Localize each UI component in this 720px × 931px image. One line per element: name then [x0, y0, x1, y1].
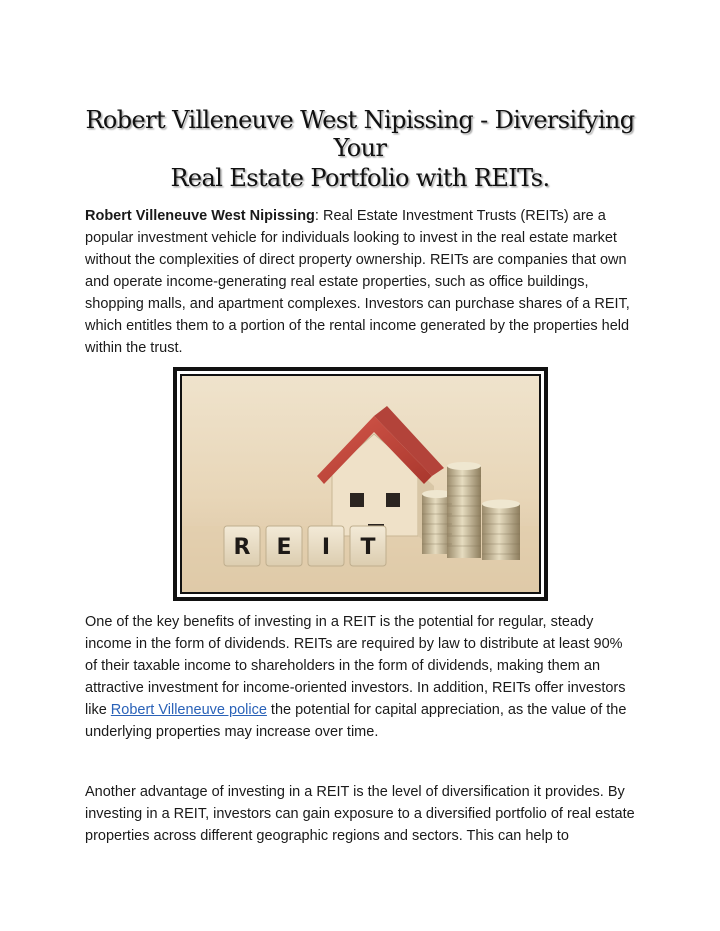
intro-lead-name: Robert Villeneuve West Nipissing [85, 208, 315, 224]
diversification-paragraph: Another advantage of investing in a REIT is the level of diversification it provides. By investing in a REIT, investors can gain exposure to a diversified portfolio of real estate properties across different geographic regions and sectors. This can help to [85, 784, 635, 844]
tile-letter: R [233, 535, 251, 560]
tile-i [308, 526, 344, 566]
tile-e [266, 526, 302, 566]
intro-text: : Real Estate Investment Trusts (REITs) are a popular investment vehicle for individuals looking to invest in the real estate market without the complexities of direct property ownership. REITs are companies that own and operate income-generating real estate properties, such as office buildings, shopping malls, and apartment complexes. Investors can purchase shares of a REIT, which entitles them to a portion of the rental income generated by the properties held within the trust. [85, 208, 630, 356]
intro-paragraph [85, 205, 637, 359]
robert-villeneuve-police-link[interactable]: Robert Villeneuve police [110, 702, 267, 718]
tile-r [224, 526, 260, 566]
tile-letter: T [360, 535, 376, 560]
tile-letter: I [321, 535, 331, 560]
document-title-line-1: Robert Villeneuve West Nipissing - Diversifying Your [85, 106, 635, 162]
reit-house-image [173, 367, 548, 601]
dividends-text-after-link: the potential for capital appreciation, as the value of the underlying properties may increase over time. [85, 702, 627, 740]
reit-illustration [182, 376, 541, 594]
tile-letter: E [276, 535, 292, 560]
tile-t [350, 526, 386, 566]
document-title-line-2: Real Estate Portfolio with REITs. [170, 164, 550, 192]
dividends-paragraph [85, 611, 637, 743]
reit-image-frame [180, 374, 541, 594]
dividends-text-before-link: One of the key benefits of investing in a REIT is the potential for regular, steady income in the form of dividends. REITs are required by law to distribute at least 90% of their taxable income to shareholders in the form of dividends, making them an attractive investment for income-oriented investors. In addition, REITs offer investors like [85, 614, 626, 718]
